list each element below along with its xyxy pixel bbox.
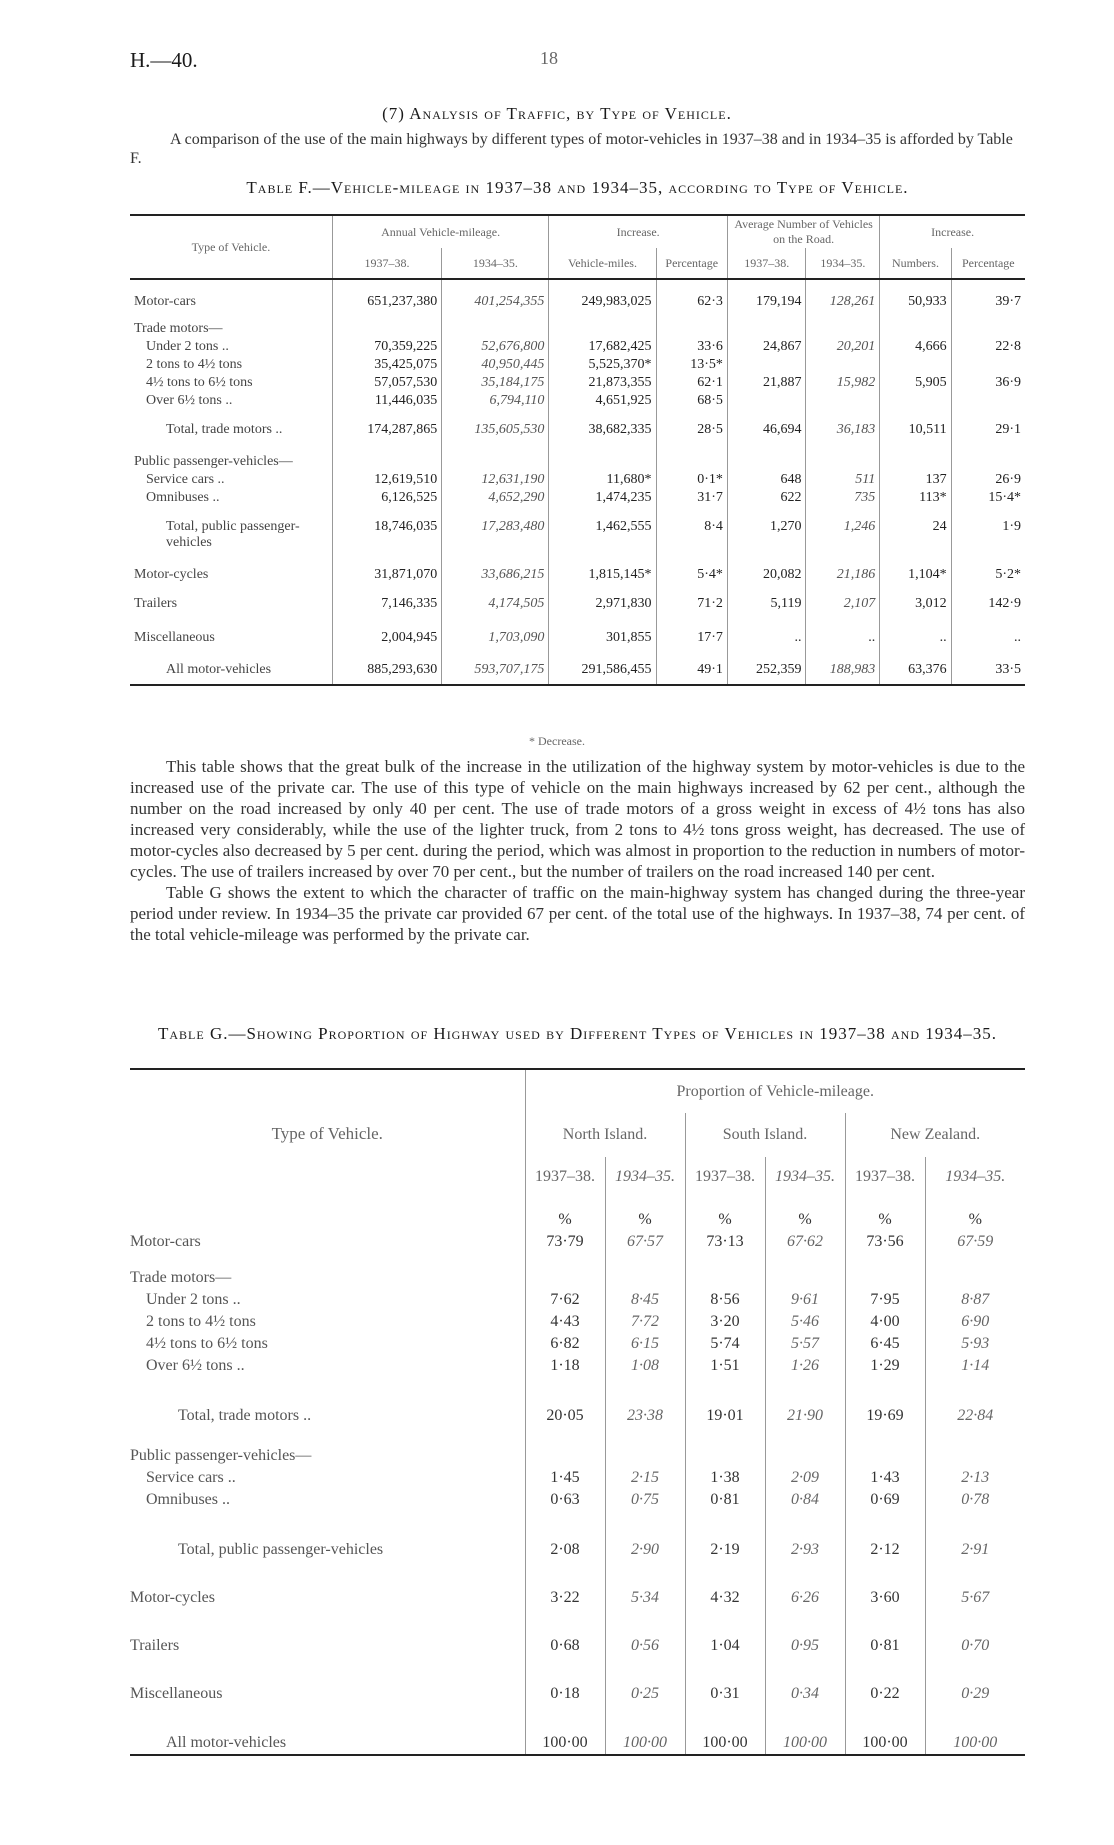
cell: 0·70 [925,1609,1025,1657]
group-label: Public passenger-vehicles— [134,454,293,469]
cell: 3·22 [525,1561,605,1609]
cell: 11,680* [549,471,656,489]
table-row [130,444,1025,471]
cell: 33·5 [951,652,1025,685]
cell: 24,867 [727,338,806,356]
cell: 6·82 [525,1333,605,1355]
table-row [130,1609,1025,1657]
cell: 0·22 [845,1657,925,1705]
cell: 2·19 [685,1511,765,1561]
table-row [130,489,1025,507]
cell: 38,682,335 [549,410,656,444]
cell: 10,511 [880,410,951,444]
cell: 62·1 [656,374,727,392]
table-g [130,1068,1025,1756]
cell: 100·00 [925,1705,1025,1755]
cell: 6·26 [765,1561,845,1609]
cell: 1,703,090 [442,618,549,652]
cell: 179,194 [727,279,806,311]
cell: 7·72 [605,1311,685,1333]
cell: 4·43 [525,1311,605,1333]
cell: 11,446,035 [332,392,441,410]
cell: 2·93 [765,1511,845,1561]
cell: 100·00 [845,1705,925,1755]
cell: .. [951,618,1025,652]
cell: 19·69 [845,1377,925,1427]
cell: 9·61 [765,1289,845,1311]
cell: 648 [727,471,806,489]
cell: 6·45 [845,1333,925,1355]
cell: 8·45 [605,1289,685,1311]
percent-sign: % [525,1197,605,1231]
cell: 1,474,235 [549,489,656,507]
col-header-year: 1934–35. [442,248,549,279]
cell: 291,586,455 [549,652,656,685]
cell: 6·15 [605,1333,685,1355]
cell: 33·6 [656,338,727,356]
cell: 4·32 [685,1561,765,1609]
cell: 20,201 [806,338,880,356]
row-label: Motor-cycles [134,567,209,582]
cell: 4,652,290 [442,489,549,507]
row-label: Miscellaneous [130,1685,223,1702]
cell: 33,686,215 [442,557,549,584]
cell: 0·29 [925,1657,1025,1705]
cell: 73·56 [845,1231,925,1253]
row-label: Under 2 tons .. [146,1291,241,1308]
document-reference: H.—40. [130,48,198,72]
cell: 67·62 [765,1231,845,1253]
cell: 15,982 [806,374,880,392]
cell: 0·84 [765,1489,845,1511]
cell: 31·7 [656,489,727,507]
row-label: Over 6½ tons .. [146,393,233,408]
cell: 36,183 [806,410,880,444]
cell: 17,283,480 [442,507,549,557]
cell: 137 [880,471,951,489]
cell: 135,605,530 [442,410,549,444]
cell: 100·00 [605,1705,685,1755]
cell: 1·18 [525,1355,605,1377]
cell: 5·2* [951,557,1025,584]
cell: 3,012 [880,584,951,618]
table-row [130,1427,1025,1467]
cell: 12,631,190 [442,471,549,489]
row-label: Total, trade motors .. [166,422,283,437]
row-label: Service cars .. [146,1469,236,1486]
table-row [130,584,1025,618]
col-header-vehicle-miles: Vehicle-miles. [549,248,656,279]
cell: 22·84 [925,1377,1025,1427]
table-row [130,279,1025,311]
cell: 22·8 [951,338,1025,356]
col-header-increase: Increase. [549,215,728,248]
cell: 1·45 [525,1467,605,1489]
cell: 188,983 [806,652,880,685]
cell: 174,287,865 [332,410,441,444]
row-label: Under 2 tons .. [146,339,229,354]
cell: 67·59 [925,1231,1025,1253]
cell: 6,126,525 [332,489,441,507]
cell: 21,186 [806,557,880,584]
cell: 1·04 [685,1609,765,1657]
row-label: Over 6½ tons .. [146,1357,245,1374]
cell: 0·68 [525,1609,605,1657]
col-header-year: 1937–38. [525,1157,605,1197]
cell: .. [806,618,880,652]
cell: 68·5 [656,392,727,410]
cell: 100·00 [685,1705,765,1755]
cell: 142·9 [951,584,1025,618]
row-label: Motor-cars [130,1233,201,1250]
table-row [130,1511,1025,1561]
cell: 7,146,335 [332,584,441,618]
cell: 2,004,945 [332,618,441,652]
table-f-title: Table F.—Vehicle-mileage in 1937–38 and 1934–35, according to Type of Vehicle. [246,178,909,197]
cell: 39·7 [951,279,1025,311]
table-row [130,410,1025,444]
col-header-year: 1937–38. [727,248,806,279]
cell: 5·57 [765,1333,845,1355]
col-header-year: 1937–38. [845,1157,925,1197]
cell: 0·1* [656,471,727,489]
col-header-proportion: Proportion of Vehicle-mileage. [525,1069,1025,1113]
row-label: Miscellaneous [134,630,215,645]
col-header-year: 1934–35. [806,248,880,279]
cell: 252,359 [727,652,806,685]
cell: 128,261 [806,279,880,311]
table-row [130,1561,1025,1609]
cell: 2·13 [925,1467,1025,1489]
cell: 24 [880,507,951,557]
percent-sign: % [765,1197,845,1231]
table-row [130,1253,1025,1289]
cell: 0·63 [525,1489,605,1511]
cell: 113* [880,489,951,507]
row-label: Trailers [134,596,178,611]
cell: 0·95 [765,1609,845,1657]
col-header-year: 1937–38. [685,1157,765,1197]
cell: 29·1 [951,410,1025,444]
cell: 17,682,425 [549,338,656,356]
cell: 249,983,025 [549,279,656,311]
row-label: 2 tons to 4½ tons [146,357,243,372]
cell: 18,746,035 [332,507,441,557]
cell: 73·79 [525,1231,605,1253]
row-label: Motor-cars [130,279,332,311]
row-label: Total, public passenger-vehicles [178,1541,384,1558]
col-header-south-island: South Island. [685,1113,845,1157]
cell: 5,525,370* [549,356,656,374]
cell: 1,246 [806,507,880,557]
table-row [130,557,1025,584]
cell: 5·93 [925,1333,1025,1355]
cell: 4,174,505 [442,584,549,618]
cell: 8·56 [685,1289,765,1311]
cell: 1·29 [845,1355,925,1377]
percent-sign: % [925,1197,1025,1231]
cell: 7·62 [525,1289,605,1311]
table-row [130,374,1025,392]
cell: 35,425,075 [332,356,441,374]
percent-sign: % [605,1197,685,1231]
cell: 2·90 [605,1511,685,1561]
cell: 301,855 [549,618,656,652]
cell: 511 [806,471,880,489]
cell: 49·1 [656,652,727,685]
col-header-average: Average Number of Vehicles on the Road. [727,215,879,248]
table-row [130,1377,1025,1427]
table-row [130,471,1025,489]
table-row [130,1467,1025,1489]
col-header-year: 1934–35. [765,1157,845,1197]
cell: 5·34 [605,1561,685,1609]
cell: 593,707,175 [442,652,549,685]
cell: .. [727,618,806,652]
cell: 63,376 [880,652,951,685]
cell: 52,676,800 [442,338,549,356]
cell: 15·4* [951,489,1025,507]
cell: 12,619,510 [332,471,441,489]
cell: 5·67 [925,1561,1025,1609]
cell: 1,104* [880,557,951,584]
cell: 1·08 [605,1355,685,1377]
row-label: Total, trade motors .. [178,1407,312,1424]
cell: 1,815,145* [549,557,656,584]
table-row [130,1231,1025,1253]
page-number: 18 [540,48,558,68]
col-header-numbers: Numbers. [880,248,951,279]
cell: 4,651,925 [549,392,656,410]
cell: 31,871,070 [332,557,441,584]
cell: 73·13 [685,1231,765,1253]
cell: 3·60 [845,1561,925,1609]
cell: 0·78 [925,1489,1025,1511]
cell: 6·90 [925,1311,1025,1333]
cell: 2·91 [925,1511,1025,1561]
cell: 36·9 [951,374,1025,392]
row-label: 2 tons to 4½ tons [146,1313,256,1330]
cell: 26·9 [951,471,1025,489]
table-f [130,214,1025,686]
cell: 1,462,555 [549,507,656,557]
table-row [130,1355,1025,1377]
cell: 2,107 [806,584,880,618]
col-header-percentage: Percentage [951,248,1025,279]
cell: 1·14 [925,1355,1025,1377]
group-label: Trade motors— [130,1269,232,1286]
cell: 20,082 [727,557,806,584]
cell: 67·57 [605,1231,685,1253]
cell: 71·2 [656,584,727,618]
cell: 46,694 [727,410,806,444]
cell: 0·25 [605,1657,685,1705]
row-label: 4½ tons to 6½ tons [146,375,253,390]
cell: 57,057,530 [332,374,441,392]
cell: 2,971,830 [549,584,656,618]
table-row [130,1311,1025,1333]
cell: 8·4 [656,507,727,557]
cell: 5·46 [765,1311,845,1333]
row-label: All motor-vehicles [130,652,332,685]
cell: 1·51 [685,1355,765,1377]
cell: 62·3 [656,279,727,311]
table-row [130,1333,1025,1355]
cell: .. [880,618,951,652]
row-label: Omnibuses .. [146,490,220,505]
cell: 100·00 [525,1705,605,1755]
cell: 1·38 [685,1467,765,1489]
cell: 1·26 [765,1355,845,1377]
paragraph: This table shows that the great bulk of the increase in the utilization of the highway system by motor-vehicles is due to the increased use of the private car. The use of this type of vehicle on the main highways increased by 62 per cent., although the number on the road increased by only 40 per cent. The use of trade motors of a gross weight in excess of 4½ tons has also increased very considerably, while the use of the lighter truck, from 2 tons to 4½ tons gross weight, has decreased. The use of motor-cycles also decreased by 5 per cent. during the period, which was almost in proportion to the reduction in numbers of motor-cycles. The use of trailers increased by over 70 per cent., but the number of trailers on the road increased 140 per cent. [130,757,1025,881]
group-label: Trade motors— [134,321,223,336]
cell: 70,359,225 [332,338,441,356]
cell: 651,237,380 [332,279,441,311]
row-label: Motor-cycles [130,1589,215,1606]
cell: 0·75 [605,1489,685,1511]
cell: 5,119 [727,584,806,618]
cell: 5·74 [685,1333,765,1355]
cell: 20·05 [525,1377,605,1427]
col-header-annual: Annual Vehicle-mileage. [332,215,549,248]
cell: 6,794,110 [442,392,549,410]
cell: 28·5 [656,410,727,444]
cell: 0·31 [685,1657,765,1705]
col-header-increase: Increase. [880,215,1025,248]
col-header-type: Type of Vehicle. [130,215,332,279]
table-f-footnote: * Decrease. [529,734,585,748]
paragraph: Table G shows the extent to which the character of traffic on the main-highway system has changed during the three-year period under review. In 1934–35 the private car provided 67 per cent. of the total use of the highways. In 1937–38, 74 per cent. of the total vehicle-mileage was performed by the private car. [130,883,1025,944]
cell: 0·34 [765,1657,845,1705]
table-row [130,311,1025,338]
cell: 5·4* [656,557,727,584]
row-label: Trailers [130,1637,180,1654]
table-row [130,1289,1025,1311]
col-header-type: Type of Vehicle. [130,1069,525,1197]
col-header-percentage: Percentage [656,248,727,279]
cell: 2·15 [605,1467,685,1489]
cell: 100·00 [765,1705,845,1755]
cell: 401,254,355 [442,279,549,311]
table-row [130,652,1025,685]
cell: 0·18 [525,1657,605,1705]
table-row [130,338,1025,356]
table-row [130,618,1025,652]
table-row [130,1489,1025,1511]
group-label: Public passenger-vehicles— [130,1447,312,1464]
table-row [130,392,1025,410]
row-label: 4½ tons to 6½ tons [146,1335,268,1352]
cell: 21,873,355 [549,374,656,392]
cell: 4,666 [880,338,951,356]
cell: 8·87 [925,1289,1025,1311]
cell: 35,184,175 [442,374,549,392]
cell: 1,270 [727,507,806,557]
table-row [130,1705,1025,1755]
cell: 5,905 [880,374,951,392]
cell: 0·69 [845,1489,925,1511]
cell: 21·90 [765,1377,845,1427]
cell: 735 [806,489,880,507]
body-text [130,756,1025,945]
cell: 0·56 [605,1609,685,1657]
cell: 622 [727,489,806,507]
col-header-year: 1934–35. [605,1157,685,1197]
table-row [130,507,1025,557]
cell: 50,933 [880,279,951,311]
row-label: Total, public passenger-vehicles [166,519,300,550]
cell: 3·20 [685,1311,765,1333]
intro-paragraph: A comparison of the use of the main highways by different types of motor-vehicles in 1937–38 and in 1934–35 is afforded by Table F. [130,131,1013,167]
cell: 2·09 [765,1467,845,1489]
cell: 2·12 [845,1511,925,1561]
percent-sign: % [685,1197,765,1231]
col-header-north-island: North Island. [525,1113,685,1157]
cell: 13·5* [656,356,727,374]
cell: 0·81 [845,1609,925,1657]
cell: 7·95 [845,1289,925,1311]
col-header-year: 1937–38. [332,248,441,279]
cell: 19·01 [685,1377,765,1427]
cell: 0·81 [685,1489,765,1511]
cell: 1·43 [845,1467,925,1489]
row-label: Omnibuses .. [146,1491,230,1508]
cell: 23·38 [605,1377,685,1427]
cell: 1·9 [951,507,1025,557]
row-label: All motor-vehicles [130,1705,525,1755]
cell: 21,887 [727,374,806,392]
col-header-new-zealand: New Zealand. [845,1113,1025,1157]
cell: 17·7 [656,618,727,652]
col-header-year: 1934–35. [925,1157,1025,1197]
table-row [130,356,1025,374]
section-title: (7) Analysis of Traffic, by Type of Vehicle. [382,104,732,123]
cell: 40,950,445 [442,356,549,374]
cell: 2·08 [525,1511,605,1561]
percent-sign: % [845,1197,925,1231]
table-g-title: Table G.—Showing Proportion of Highway used by Different Types of Vehicles in 1937–38 and 1934–35. [157,1024,998,1043]
cell: 885,293,630 [332,652,441,685]
row-label: Service cars .. [146,472,225,487]
cell: 4·00 [845,1311,925,1333]
table-row [130,1657,1025,1705]
